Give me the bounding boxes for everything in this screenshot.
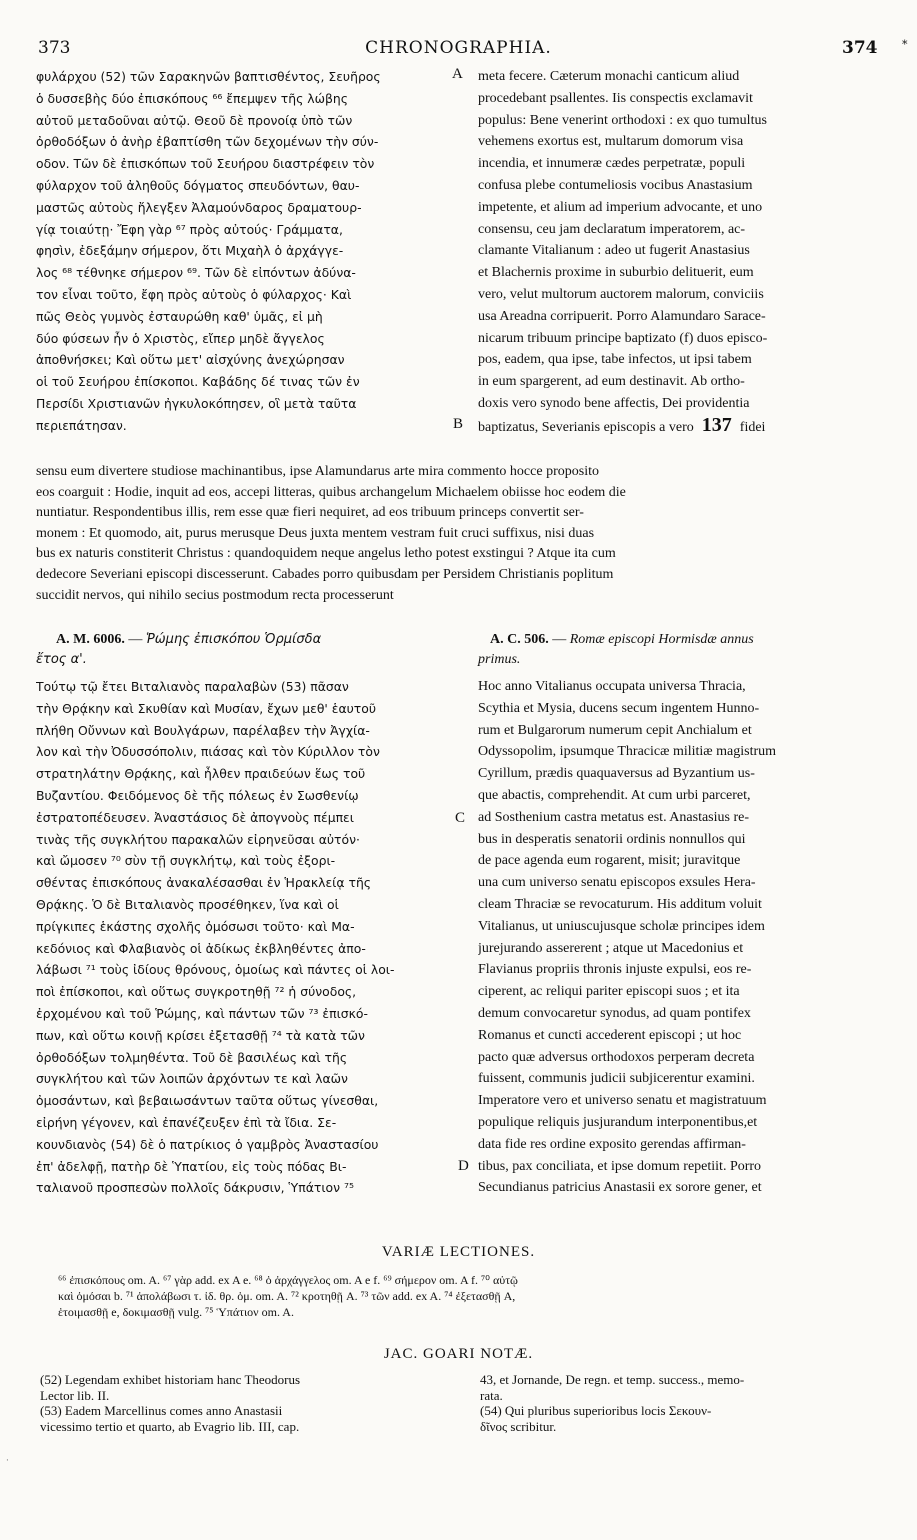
latin-column-top	[478, 66, 883, 439]
greek-line: φύλαρχον τοῦ ἀληθοῦς δόγματος σπευδόντων, θαυ-	[36, 177, 360, 193]
latin-line: vero, velut multorum auctorem malorum, conviciis	[478, 286, 764, 302]
greek-line: ποὶ ἐπίσκοποι, καὶ οὕτως συγκροτηθῇ ⁷² ἡ σύνοδος,	[36, 984, 357, 1000]
latin-line: Odyssopolim, ipsumque Thracicæ militiæ magistrum	[478, 744, 777, 760]
heading-latin: Romæ episcopi Hormisdæ annus	[569, 632, 754, 647]
latin-line: dedecore Severiani episcopi discesserunt. Cabades porro quibusdam per Persidem Christianis poplitum	[36, 566, 614, 582]
margin-letter-c: C	[455, 810, 466, 826]
notae-right-column	[480, 1372, 885, 1434]
greek-line: στρατηλάτην Θρᾴκης, καὶ ἦλθεν πραιδεύων ἕως τοῦ	[36, 766, 366, 782]
latin-line: bus ex naturis constiterit Christus : quandoquidem neque angelus letho potest exstingui ? Atque ita cum	[36, 546, 616, 562]
greek-line: ἐστρατοπέδευσεν. Ἀναστάσιος δὲ ἀπογνοὺς πέμπει	[36, 809, 354, 825]
greek-line: σθέντας ἐπισκόπους ἀνακαλέσασθαι ἐν Ἡρακλείᾳ τῆς	[36, 875, 372, 891]
variant-reading-line: καὶ ὀμόσαι b. ⁷¹ ἀπολάβωσι τ. ἰδ. θρ. ὁμ. om. A. ⁷² κροτηθῇ A. ⁷³ τῶν add. ex A. ⁷⁴ ἐξετασθῇ A,	[58, 1289, 516, 1303]
margin-letter-a: A	[452, 66, 463, 82]
latin-line: meta fecere. Cæterum monachi canticum aliud	[478, 69, 740, 84]
entry-heading-greek	[36, 630, 456, 670]
note-line: (53) Eadem Marcellinus comes anno Anastasii	[40, 1403, 283, 1418]
latin-line: ad Sosthenium castra metatus est. Anastasius re-	[478, 809, 749, 825]
greek-line: ὀρθοδόξων ὁ ἀνὴρ ἐβαπτίσθη τῶν δεχομένων τὴν σύν-	[36, 134, 379, 150]
greek-line: πρίγκιπες ἑκάστης σχολῆς ὀμόσωσι τοῦτο· καὶ Μα-	[36, 918, 355, 934]
latin-line: doxis vero synodo bene affectis, Dei providentia	[478, 395, 750, 411]
note-line: δῖνος scribitur.	[480, 1418, 557, 1434]
latin-line: nuntiatur. Respondentibus illis, rem esse quæ fieri nequiret, ad eos tribuum princeps convertit ser-	[36, 505, 584, 521]
latin-line: incendia, et innumeræ cædes perpetratæ, populi	[478, 156, 746, 172]
greek-line: οδον. Τῶν δὲ ἐπισκόπων τοῦ Σευήρου διαστρέφειν τὸν	[36, 156, 375, 172]
latin-line: Imperatore vero et universo senatu et magistratuum	[478, 1093, 767, 1109]
greek-line: ταλιανοῦ προσπεσὼν πολλοῖς δάκρυσιν, Ὑπάτιον ⁷⁵	[36, 1180, 354, 1196]
scan-speck: ·	[6, 1456, 9, 1466]
bold-margin-number: 137	[701, 414, 732, 436]
latin-line: usa Areadna corripuerit. Porro Alamundaro Sarace-	[478, 308, 766, 324]
greek-line: κεδόνιος καὶ Φλαβιανὸς οἱ ἀδίκως ἐκβληθέντες ἀπο-	[36, 940, 366, 956]
greek-line: ὀμοσάντων, καὶ βεβαιωσάντων ταῦτα οὕτως γίνεσθαι,	[36, 1093, 379, 1109]
greek-line: τὴν Θρᾴκην καὶ Σκυθίαν καὶ Μυσίαν, ἔχων μεθ' ἑαυτοῦ	[36, 700, 376, 716]
running-header	[0, 38, 917, 62]
dash: —	[124, 632, 146, 647]
latin-line: Secundianus patricius Anastasii ex sorore gener, et	[478, 1180, 762, 1196]
latin-line: et Blachernis proxime in suburbio delituerit, eum	[478, 265, 754, 281]
greek-line: ὁ δυσσεβὴς δύο ἐπισκόπους ⁶⁶ ἔπεμψεν τῆς λώβης	[36, 90, 349, 106]
greek-line: φησὶν, ἐδεξάμην σήμερον, ὅτι Μιχαὴλ ὁ ἀρχάγγε-	[36, 243, 344, 259]
greek-column-top	[36, 66, 456, 437]
page-number-left: 373	[38, 38, 71, 58]
latin-line: de pace agenda eum rogarent, misit; juravitque	[478, 853, 741, 869]
latin-line: in eum spargerent, ad eum destinavit. Ab ortho-	[478, 374, 745, 390]
latin-line: pos, eadem, qua ipse, tabe infectos, ut ipsi tabem	[478, 352, 752, 368]
latin-line: clamante Vitalianum : adeo ut fugerit Anastasius	[478, 243, 750, 259]
latin-line: cleam Thraciæ se revocaturum. His additum voluit	[478, 896, 762, 912]
latin-tail-word: fidei	[739, 419, 766, 435]
margin-letter-d: D	[458, 1158, 469, 1174]
latin-line: tibus, pax conciliata, et ipse domum repetiit. Porro	[478, 1158, 762, 1174]
note-line: (52) Legendam exhibet historiam hanc Theodorus	[40, 1372, 301, 1387]
variant-reading-line: ⁶⁶ ἐπισκόπους om. A. ⁶⁷ γὰρ add. ex A e. ⁶⁸ ὁ ἀρχάγγελος om. A e f. ⁶⁹ σήμερον om. A f. ⁷⁰ αὐτῷ	[58, 1273, 518, 1287]
greek-line: Περσίδι Χριστιανῶν ἠγκυλοκόπησεν, οἳ μετὰ ταῦτα	[36, 395, 357, 411]
greek-line: λον καὶ τὴν Ὀδυσσόπολιν, πιάσας καὶ τὸν Κύριλλον τὸν	[36, 744, 380, 760]
latin-line: nicarum tribuum principe baptizato (f) duos episco-	[478, 330, 768, 346]
greek-line: συγκλήτου καὶ τῶν λοιπῶν ἀρχόντων τε καὶ λαῶν	[36, 1071, 348, 1087]
latin-line: procedebant psallentes. Iis conspectis exclamavit	[478, 90, 753, 106]
latin-line: confusa plebe contumeliosis vocibus Anastasium	[478, 177, 753, 193]
greek-line: καὶ ὤμοσεν ⁷⁰ σὺν τῇ συγκλήτῳ, καὶ τοὺς ἐξορι-	[36, 853, 336, 869]
heading-latin-2: primus.	[478, 652, 521, 667]
note-line: rata.	[480, 1387, 503, 1403]
latin-line: data fide res ordine exposito gerendas affirman-	[478, 1136, 746, 1152]
latin-line: populique reliquis jusjurandum interponentibus,et	[478, 1114, 758, 1130]
latin-line: ciperent, ac reliqui pariter episcopi suos ; et ita	[478, 984, 740, 1000]
greek-line: τινὰς τῆς συγκλήτου παρακαλῶν εἰρηνεῦσαι αὐτόν·	[36, 831, 360, 847]
latin-line: que abactis, comprehendit. At cum urbi parceret,	[478, 787, 751, 803]
variae-lectiones	[58, 1272, 893, 1320]
greek-line: δύο φύσεων ἦν ὁ Χριστὸς, εἴπερ μηδὲ ἄγγελος	[36, 330, 325, 346]
greek-line: φυλάρχου (52) τῶν Σαρακηνῶν βαπτισθέντος, Σευῆρος	[36, 69, 381, 84]
latin-full-width-block	[36, 462, 881, 606]
greek-line: γίᾳ τοιαύτῃ· Ἔφη γὰρ ⁶⁷ πρὸς αὐτούς· Γράμματα,	[36, 221, 343, 237]
variant-reading-line: ἑτοιμασθῇ e, δοκιμασθῇ vulg. ⁷⁵ Ὑπάτιον om. A.	[58, 1305, 294, 1319]
greek-line: Θρᾴκης. Ὁ δὲ Βιταλιανὸς προσέθηκεν, ἵνα καὶ οἱ	[36, 896, 339, 912]
greek-line: πλήθη Οὔννων καὶ Βουλγάρων, παρέλαβεν τὴν Ἀγχία-	[36, 722, 370, 738]
greek-line: αὐτοῦ μεταδοῦναι αὐτῷ. Θεοῦ δὲ προνοίᾳ ὑπὸ τῶν	[36, 112, 353, 128]
greek-line: τον εἶναι τοῦτο, ἔφη πρὸς αὐτοὺς ὁ φύλαρχος· Καὶ	[36, 286, 352, 302]
greek-line: λος ⁶⁸ τέθνηκε σήμερον ⁶⁹. Τῶν δὲ εἰπόντων ἀδύνα-	[36, 265, 356, 281]
dash: —	[548, 632, 570, 647]
latin-line: populus: Bene venerint orthodoxi : ex quo tumultus	[478, 112, 767, 128]
notae-left-column	[40, 1372, 460, 1434]
latin-line: pacto quæ adversus orthodoxos perperam decreta	[478, 1049, 755, 1065]
margin-letter-b: B	[453, 416, 464, 432]
greek-line: ἐπ' ἀδελφῇ, πατὴρ δὲ Ὑπατίου, εἰς τοὺς πόδας Βι-	[36, 1158, 347, 1174]
latin-line: Vitalianus, ut uniuscujusque scholæ principes idem	[478, 918, 765, 934]
note-line: 43, et Jornande, De regn. et temp. success., memo-	[480, 1372, 745, 1387]
latin-line: Hoc anno Vitalianus occupata universa Thracia,	[478, 679, 746, 694]
latin-line: monem : Et quomodo, ait, purus merusque Deus juxta mentem vestram fuit cruci suffixus, nisi duas	[36, 525, 595, 541]
latin-line: Romanus et cuncti accederent episcopi ; ut hoc	[478, 1027, 742, 1043]
latin-line: bus in desperatis senatorii ordinis nonnullos qui	[478, 831, 746, 847]
latin-line: sensu eum divertere studiose machinantibus, ipse Alamundarus arte mira commento hocce proposito	[36, 464, 599, 479]
latin-line: jurejurando assererent ; atque ut Macedonius et	[478, 940, 744, 956]
header-mark: *	[902, 38, 908, 51]
note-line: Lector lib. II.	[40, 1387, 110, 1403]
heading-greek: Ῥώμης ἐπισκόπου Ὁρμίσδα	[145, 632, 322, 647]
greek-line: Τούτῳ τῷ ἔτει Βιταλιανὸς παραλαβὼν (53) πᾶσαν	[36, 679, 349, 694]
greek-line: λάβωσι ⁷¹ τοὺς ἰδίους θρόνους, ὁμοίως καὶ πάντες οἱ λοι-	[36, 962, 395, 978]
running-title: CHRONOGRAPHIA.	[365, 38, 552, 58]
latin-line: una cum universo senatu episcopos exsules Hera-	[478, 875, 756, 891]
latin-line: demum convocaretur synodus, ad quam pontifex	[478, 1005, 751, 1021]
notae-title: JAC. GOARI NOTÆ.	[383, 1346, 534, 1362]
greek-line: εἰρήνη γέγονεν, καὶ ἐπανέζευξεν ἐπὶ τὰ ἴδια. Σε-	[36, 1114, 337, 1130]
variae-lectiones-title: VARIÆ LECTIONES.	[381, 1244, 536, 1260]
greek-line: κουνδιανὸς (54) δὲ ὁ πατρίκιος ὁ γαμβρὸς Ἀναστασίου	[36, 1136, 379, 1152]
note-line: vicessimo tertio et quarto, ab Evagrio lib. III, cap.	[40, 1418, 300, 1434]
latin-line: vehemens exortus est, multarum domorum visa	[478, 134, 744, 150]
latin-line: eos coarguit : Hodie, inquit ad eos, accepi litteras, quibus archangelum Michaelem obiisse hoc eodem die	[36, 484, 626, 500]
note-line: (54) Qui pluribus superioribus locis Σεκουν-	[480, 1403, 712, 1418]
latin-line: impetente, et alium ad imperium advocante, et uno	[478, 199, 763, 215]
latin-line-with-number	[478, 415, 883, 439]
latin-line: consensu, ceu jam declaratum imperatorem, ac-	[478, 221, 746, 237]
latin-line: succidit nervos, qui nihilo secius postmodum recta processerunt	[36, 587, 394, 603]
greek-line: μαστῶς αὐτοὺς ἤλεγξεν Ἀλαμούνδαρος δραματουρ-	[36, 199, 362, 215]
latin-line: rum et Bulgarorum numerum cepit Anchialum et	[478, 722, 752, 738]
latin-line-text: baptizatus, Severianis episcopis a vero	[478, 419, 694, 435]
latin-line: Scythia et Mysia, ducens secum ingentem Hunno-	[478, 700, 760, 716]
heading-greek-2: ἔτος α'.	[36, 652, 87, 667]
greek-line: ὀρθοδόξων τολμηθέντα. Τοῦ δὲ βασιλέως καὶ τῆς	[36, 1049, 348, 1065]
latin-line: Flavianus propriis thronis injuste expulsi, eos re-	[478, 962, 752, 978]
greek-column-bottom	[36, 676, 456, 1199]
greek-line: ἐρχομένου καὶ τοῦ Ῥώμης, καὶ πάντων τῶν ⁷³ ἐπισκό-	[36, 1005, 368, 1021]
greek-line: περιεπάτησαν.	[36, 417, 127, 433]
greek-line: Βυζαντίου. Φειδόμενος δὲ τῆς πόλεως ἐν Σωσθενίῳ	[36, 787, 359, 803]
year-ac: A. C. 506.	[490, 632, 549, 647]
greek-line: οἱ τοῦ Σευήρου ἐπίσκοποι. Καβάδης δέ τινας τῶν ἐν	[36, 374, 360, 390]
greek-line: πων, καὶ οὕτω κοινῇ κρίσει ἐξετασθῇ ⁷⁴ τὰ κατὰ τῶν	[36, 1027, 365, 1043]
year-am: A. M. 6006.	[56, 632, 125, 647]
entry-heading-latin	[478, 630, 885, 670]
greek-line: ἀποθνήσκει; Καὶ οὕτω μετ' αἰσχύνης ἀνεχώρησαν	[36, 352, 345, 368]
page-number-right: 374	[842, 38, 878, 58]
latin-line: fuissent, communis judicii subjicerentur examini.	[478, 1071, 755, 1087]
latin-line: Cyrillum, prædis quaquaversus ad Byzantium us-	[478, 766, 755, 782]
latin-column-bottom	[478, 676, 883, 1199]
greek-line: πῶς Θεὸς γυμνὸς ἐσταυρώθη καθ' ὑμᾶς, εἰ μὴ	[36, 308, 323, 324]
